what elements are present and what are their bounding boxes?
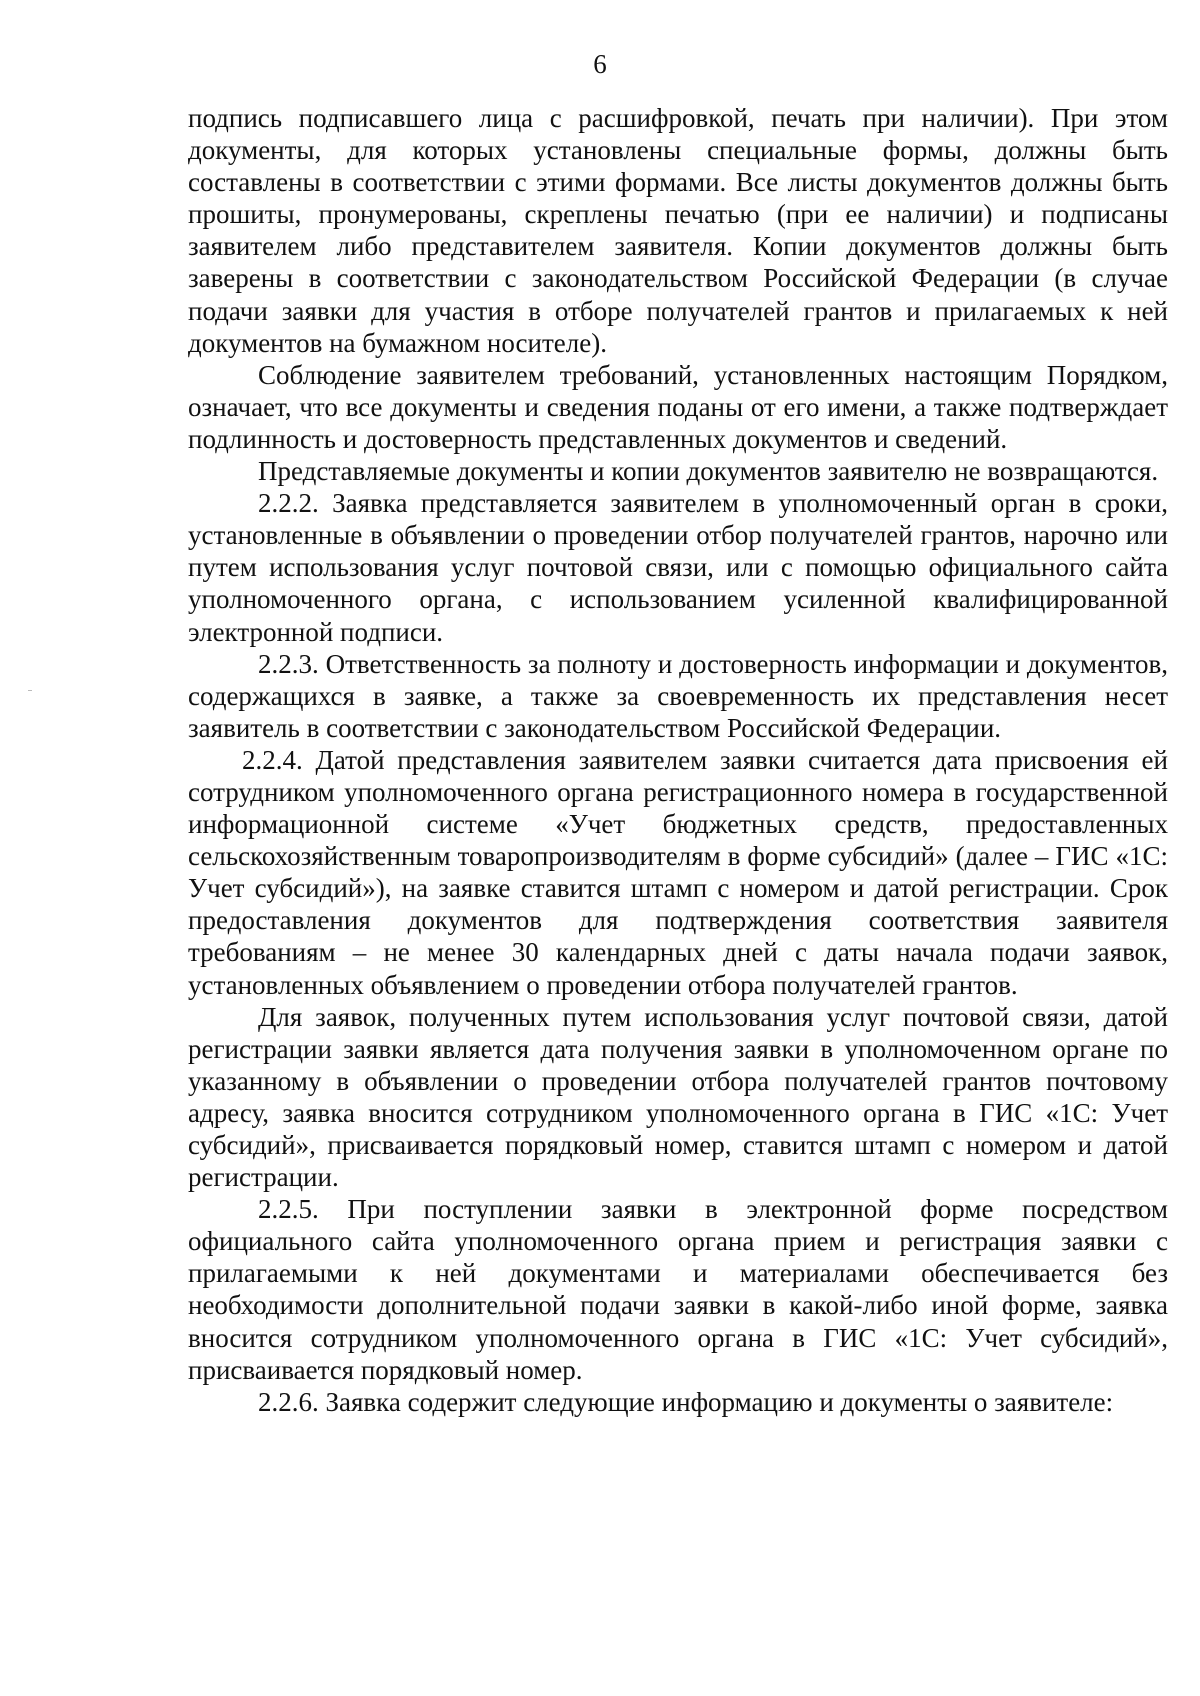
paragraph-2-2-6: 2.2.6. Заявка содержит следующие информацию и документы о заявителе: [258,1386,1114,1417]
paragraph-2-2-2: 2.2.2. Заявка представляется заявителем в уполномоченный орган в сроки, установленные в объявлении о проведении отбор получателей грантов, нарочно или путем использования услуг почтовой связи, или с помощью официального сайта уполномоченного органа, с использованием усиленной квалифицированной электронной подписи. [188,488,1168,647]
scan-artifact [28,690,32,691]
paragraph-postal-registration: Для заявок, полученных путем использования услуг почтовой связи, датой регистрации заявки является дата получения заявки в уполномоченном органе по указанному в объявлении о проведении отбора получателей грантов почтовому адресу, заявка вносится сотрудником уполномоченного органа в ГИС «1С: Учет субсидий», присваивается порядковый номер, ставится штамп с номером и датой регистрации. [188,1001,1168,1193]
paragraph-documents-not-returned: Представляемые документы и копии документов заявителю не возвращаются. [258,456,1159,487]
document-body [188,102,1168,1418]
paragraph-continuation: подпись подписавшего лица с расшифровкой, печать при наличии). При этом документы, для которых установлены специальные формы, должны быть составлены в соответствии с этими формами. Все листы документов должны быть прошиты, пронумерованы, скреплены печатью (при ее наличии) и подписаны заявителем либо представителем заявителя. Копии документов должны быть заверены в соответствии с законодательством Российской Федерации (в случае подачи заявки для участия в отборе получателей грантов и прилагаемых к ней документов на бумажном носителе). [188,103,1168,358]
paragraph-2-2-4: 2.2.4. Датой представления заявителем заявки считается дата присвоения ей сотрудником уполномоченного органа регистрационного номера в государственной информационной системе «Учет бюджетных средств, предоставленных сельскохозяйственным товаропроизводителям в форме субсидий» (далее – ГИС «1С: Учет субсидий»), на заявке ставится штамп с номером и датой регистрации. Срок предоставления документов для подтверждения соответствия заявителя требованиям – не менее 30 календарных дней с даты начала подачи заявок, установленных объявлением о проведении отбора получателей грантов. [188,744,1168,1000]
page-number: 6 [593,49,607,79]
paragraph-2-2-3: 2.2.3. Ответственность за полноту и достоверность информации и документов, содержащихся в заявке, а также за своевременность их представления несет заявитель в соответствии с законодательством Российской Федерации. [188,648,1168,743]
paragraph-2-2-5: 2.2.5. При поступлении заявки в электронной форме посредством официального сайта уполномоченного органа прием и регистрация заявки с прилагаемыми к ней документами и материалами обеспечивается без необходимости дополнительной подачи заявки в какой-либо иной форме, заявка вносится сотрудником уполномоченного органа в ГИС «1С: Учет субсидий», присваивается порядковый номер. [188,1194,1168,1385]
paragraph-compliance: Соблюдение заявителем требований, установленных настоящим Порядком, означает, что все документы и сведения поданы от его имени, а также подтверждает подлинность и достоверность представленных документов и сведений. [188,359,1168,454]
